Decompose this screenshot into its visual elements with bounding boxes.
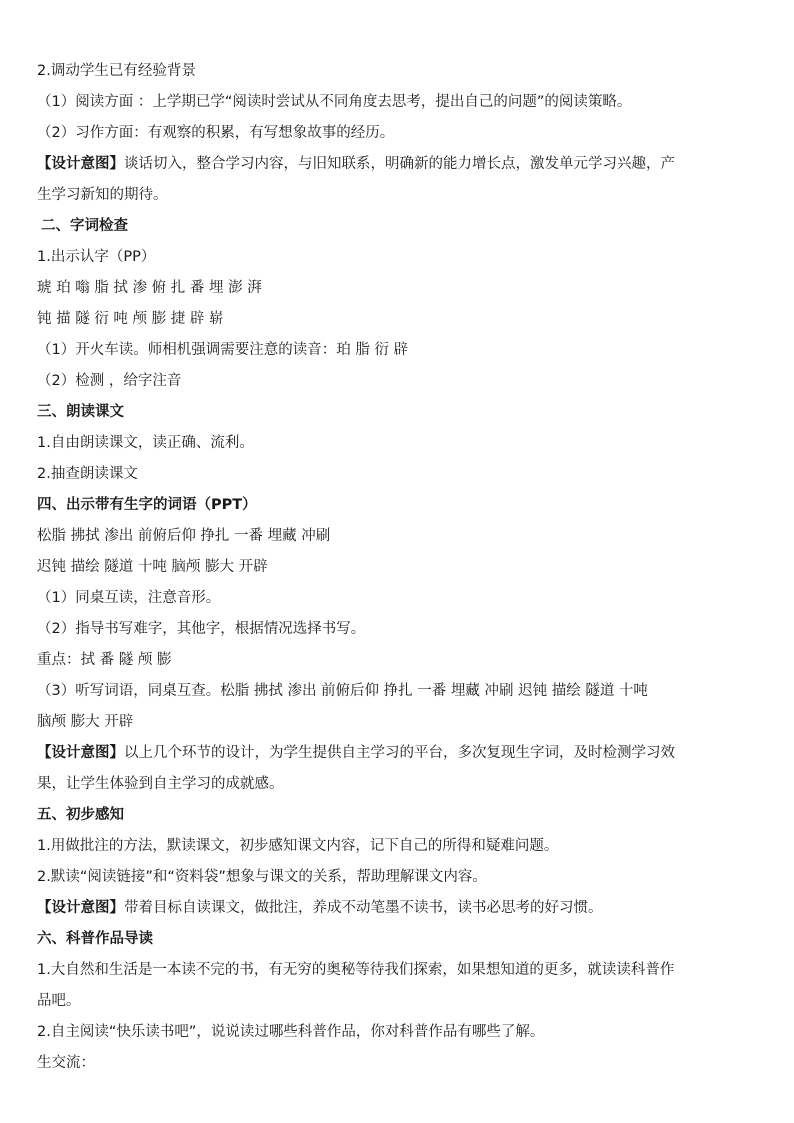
character-list: 琥 珀 嗡 脂 拭 渗 俯 扎 番 埋 澎 湃 (37, 280, 262, 296)
text-line: 1.自由朗读课文，读正确、流利。 (37, 435, 254, 451)
text-line: 2.抽查朗读课文 (37, 466, 138, 482)
design-intent-line (37, 893, 761, 924)
section-heading-3: 三、朗读课文 (37, 404, 124, 420)
text-line: 果，让学生体验到自主学习的成就感。 (37, 776, 284, 792)
section-heading-2: 二、字词检查 (41, 218, 128, 234)
text-line: 1.大自然和生活是一本读不完的书，有无穷的奥秘等待我们探索，如果想知道的更多，就读读科普作 (37, 962, 675, 978)
design-intent-text: 以上几个环节的设计，为学生提供自主学习的平台，多次复现生字词，及时检测学习效 (124, 745, 675, 761)
word-list: 松脂 拂拭 渗出 前俯后仰 挣扎 一番 埋藏 冲刷 (37, 528, 331, 544)
text-line: 1.用做批注的方法，默读课文，初步感知课文内容，记下自己的所得和疑难问题。 (37, 838, 559, 854)
text-line: （3）听写词语，同桌互查。松脂 拂拭 渗出 前俯后仰 挣扎 一番 埋藏 冲刷 迟钝 描绘 隧道 十吨 (37, 683, 648, 699)
text-line: 脑颅 膨大 开辟 (37, 714, 134, 730)
section-heading-4: 四、出示带有生字的词语（PPT） (37, 497, 257, 513)
design-intent-line (37, 738, 761, 769)
text-line: 生学习新知的期待。 (37, 187, 168, 203)
text-line: 生交流： (37, 1055, 95, 1071)
document-page (37, 56, 761, 1079)
word-list: 迟钝 描绘 隧道 十吨 脑颅 膨大 开辟 (37, 559, 268, 575)
text-line: 2.自主阅读“快乐读书吧”，说说读过哪些科普作品，你对科普作品有哪些了解。 (37, 1024, 545, 1040)
design-intent-text: 谈话切入，整合学习内容，与旧知联系，明确新的能力增长点，激发单元学习兴趣，产 (124, 156, 675, 172)
design-intent-tag: 【设计意图】 (37, 745, 124, 761)
text-line: （1）阅读方面 ：上学期已学“阅读时尝试从不同角度去思考，提出自己的问题”的阅读策略。 (37, 94, 632, 110)
section-heading-5: 五、初步感知 (37, 807, 124, 823)
text-line: 2.调动学生已有经验背景 (37, 63, 196, 79)
text-line: （1）同桌互读，注意音形。 (37, 590, 221, 606)
design-intent-tag: 【设计意图】 (37, 900, 124, 916)
design-intent-line (37, 149, 761, 180)
design-intent-text: 带着目标自读课文，做批注，养成不动笔墨不读书，读书必思考的好习惯。 (124, 900, 603, 916)
section-heading-6: 六、科普作品导读 (37, 931, 153, 947)
text-line: （2）检测 ，给字注音 (37, 373, 182, 389)
text-line: （2）指导书写难字，其他字，根据情况选择书写。 (37, 621, 366, 637)
text-line: 重点：拭 番 隧 颅 膨 (37, 652, 172, 668)
text-line: 2.默读“阅读链接”和“资料袋”想象与课文的关系，帮助理解课文内容。 (37, 869, 487, 885)
text-line: （1）开火车读。师相机强调需要注意的读音：珀 脂 衍 辟 (37, 342, 409, 358)
design-intent-tag: 【设计意图】 (37, 156, 124, 172)
text-line: 1.出示认字（PP） (37, 249, 156, 265)
character-list: 钝 描 隧 衍 吨 颅 膨 捷 辟 崭 (37, 311, 224, 327)
text-line: 品吧。 (37, 993, 81, 1009)
text-line: （2）习作方面：有观察的积累，有写想象故事的经历。 (37, 125, 395, 141)
